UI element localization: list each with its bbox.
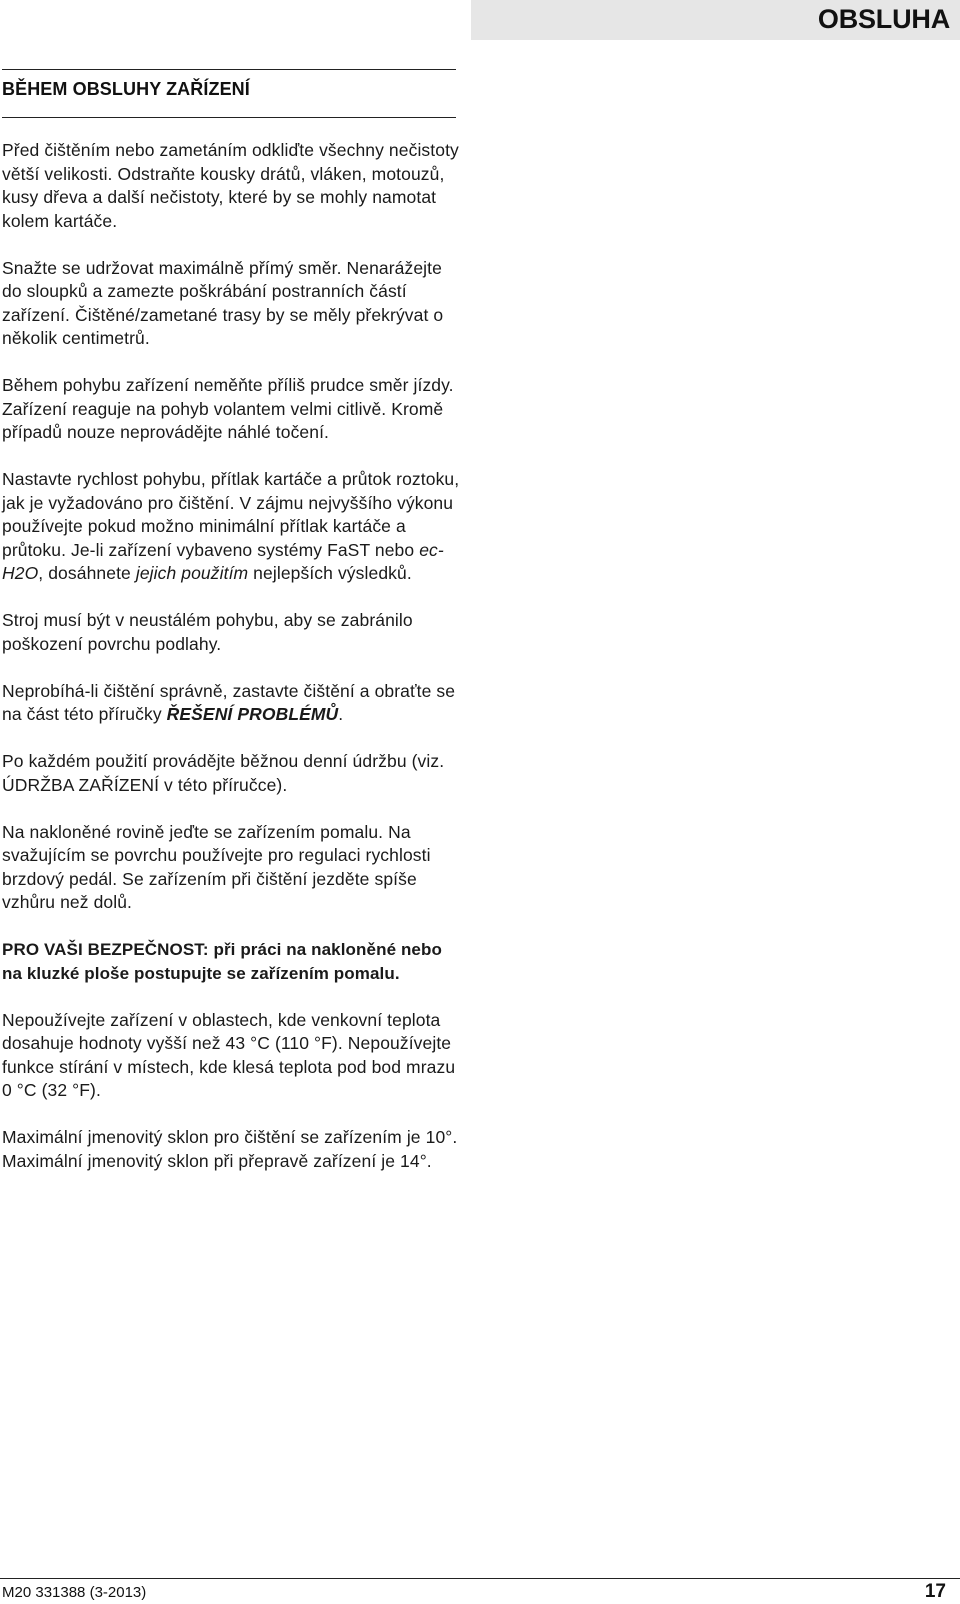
section-tab (471, 0, 960, 40)
section-heading: BĚHEM OBSLUHY ZAŘÍZENÍ (2, 79, 250, 99)
paragraph-troubleshooting (2, 680, 462, 727)
paragraph-temperature: Nepoužívejte zařízení v oblastech, kde venkovní teplota dosahuje hodnoty vyšší než 43 °C (110 °F). Nepoužívejte funkce stírání v místech, kde klesá teplota pod bod mrazu 0 °C (32 °F). (2, 1009, 456, 1100)
settings-emphasis: jejich použitím (135, 563, 249, 583)
paragraph-incline: Na nakloněné rovině jeďte se zařízením pomalu. Na svažujícím se povrchu používejte pro regulaci rychlosti brzdový pedál. Se zařízením při čištění jezděte spíše vzhůru než dolů. (2, 821, 431, 912)
paragraph-steering: Během pohybu zařízení neměňte příliš prudce směr jízdy. Zařízení reaguje na pohyb volantem velmi citlivě. Kromě případů nouze neprovádějte náhlé točení. (2, 375, 454, 442)
footer-rule (0, 1578, 960, 1579)
page-number: 17 (924, 1581, 946, 1602)
paragraph-clear-debris: Před čištěním nebo zametáním odkliďte všechny nečistoty větší velikosti. Odstraňte kousky drátů, vláken, motouzů, kusy dřeva a další nečistoty, které by se mohly namotat kolem kartáče. (2, 140, 459, 231)
safety-warning: PRO VAŠI BEZPEČNOST: při práci na nakloněné nebo na kluzké ploše postupujte se zařízením pomalu. (2, 940, 442, 983)
settings-text-1: Nastavte rychlost pohybu, přítlak kartáče a průtok roztoku, jak je vyžadováno pro čištění. V zájmu nejvyššího výkonu používejte pokud možno minimální přítlak kartáče a průtoku. Je-li zařízení vybaveno systémy FaST nebo (2, 469, 460, 560)
settings-text-3: nejlepších výsledků. (248, 563, 412, 583)
section-label: OBSLUHA (817, 4, 950, 34)
troubleshooting-reference: ŘEŠENÍ PROBLÉMŮ (166, 704, 339, 724)
paragraph-straight-path: Snažte se udržovat maximálně přímý směr. Nenarážejte do sloupků a zamezte poškrábání postranních částí zařízení. Čištěné/zametané trasy by se měly překrývat o několik centimetrů. (2, 257, 444, 348)
paragraph-max-slope: Maximální jmenovitý sklon pro čištění se zařízením je 10°. Maximální jmenovitý sklon při přepravě zařízení je 14°. (2, 1127, 458, 1171)
settings-text-2: , dosáhnete (38, 563, 136, 583)
paragraph-settings (2, 468, 462, 586)
troubleshooting-text: Neprobíhá-li čištění správně, zastavte čištění a obraťte se na část této příručky (2, 680, 456, 724)
troubleshooting-end: . (338, 704, 344, 724)
heading-rule-bottom (2, 117, 456, 118)
document-id: M20 331388 (3-2013) (2, 1584, 147, 1601)
instructions-body (2, 139, 462, 1197)
heading-rule-top (2, 69, 456, 70)
paragraph-daily-maintenance: Po každém použití provádějte běžnou denní údržbu (viz. ÚDRŽBA ZAŘÍZENÍ v této příručce). (2, 751, 445, 795)
paragraph-keep-moving: Stroj musí být v neustálém pohybu, aby se zabránilo poškození povrchu podlahy. (2, 610, 413, 654)
ech2o-term: ec-H2O (2, 539, 444, 583)
